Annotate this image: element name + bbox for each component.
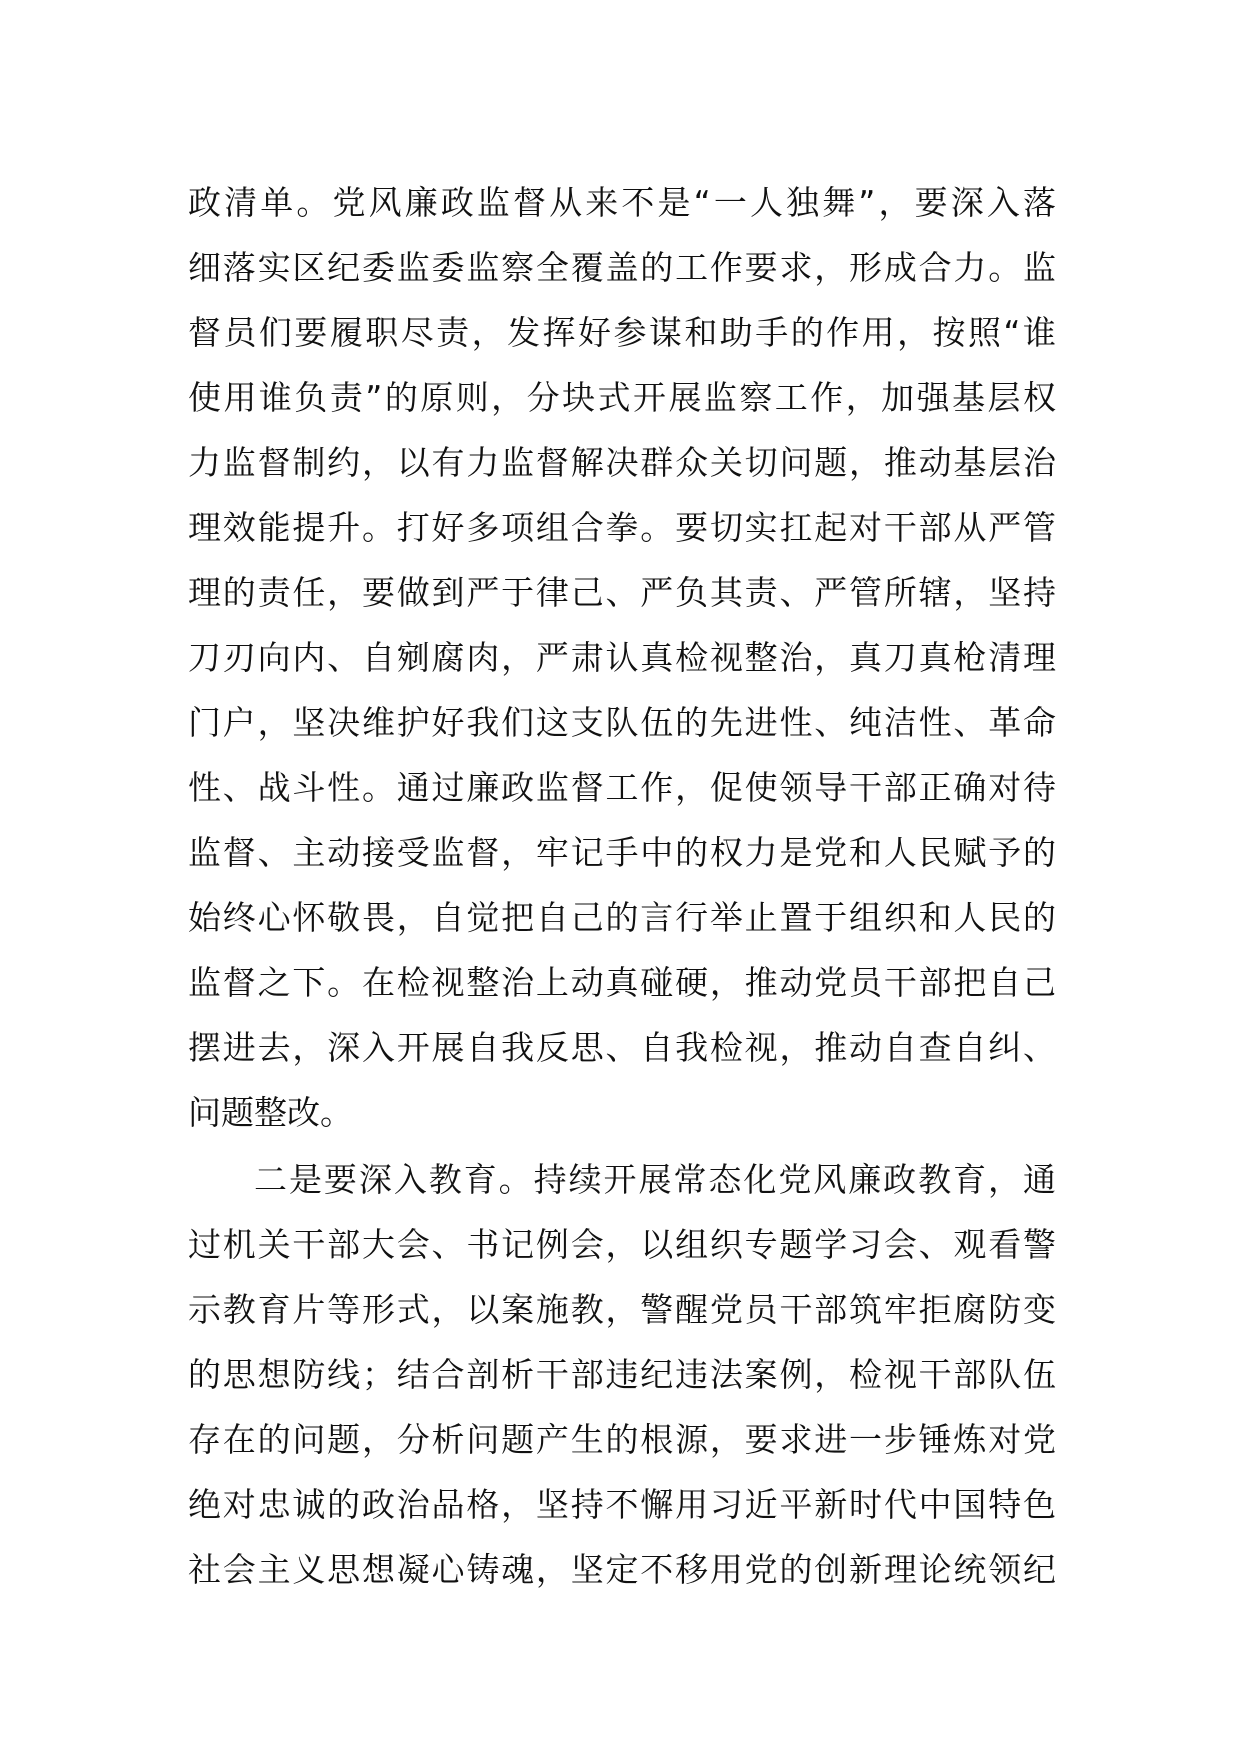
text-line: 示教育片等形式，以案施教，警醒党员干部筑牢拒腐防变 <box>188 1290 1056 1329</box>
paragraph-2 <box>188 1147 1056 1602</box>
text-line: 问题整改。 <box>188 1093 353 1132</box>
text-line: 的思想防线；结合剖析干部违纪违法案例，检视干部队伍 <box>188 1355 1056 1394</box>
text-line: 过机关干部大会、书记例会，以组织专题学习会、观看警 <box>188 1225 1056 1264</box>
text-line: 始终心怀敬畏，自觉把自己的言行举止置于组织和人民的 <box>188 898 1056 937</box>
text-line: 理的责任，要做到严于律己、严负其责、严管所辖，坚持 <box>188 573 1056 612</box>
text-line: 监督、主动接受监督，牢记手中的权力是党和人民赋予的 <box>188 833 1056 872</box>
text-line: 绝对忠诚的政治品格，坚持不懈用习近平新时代中国特色 <box>188 1485 1056 1524</box>
text-line: 门户，坚决维护好我们这支队伍的先进性、纯洁性、革命 <box>188 703 1056 742</box>
body-text <box>188 170 1056 1602</box>
text-line: 存在的问题，分析问题产生的根源，要求进一步锤炼对党 <box>188 1420 1056 1459</box>
text-line: 社会主义思想凝心铸魂，坚定不移用党的创新理论统领纪 <box>188 1550 1056 1589</box>
text-line: 力监督制约，以有力监督解决群众关切问题，推动基层治 <box>188 443 1056 482</box>
text-line: 使用谁负责”的原则，分块式开展监察工作，加强基层权 <box>188 378 1056 417</box>
text-line: 刀刃向内、自剜腐肉，严肃认真检视整治，真刀真枪清理 <box>188 638 1056 677</box>
text-line: 理效能提升。打好多项组合拳。要切实扛起对干部从严管 <box>188 508 1056 547</box>
text-line: 监督之下。在检视整治上动真碰硬，推动党员干部把自己 <box>188 963 1056 1002</box>
text-line: 摆进去，深入开展自我反思、自我检视，推动自查自纠、 <box>188 1028 1056 1067</box>
text-line: 督员们要履职尽责，发挥好参谋和助手的作用，按照“谁 <box>188 313 1056 352</box>
text-line: 细落实区纪委监委监察全覆盖的工作要求，形成合力。监 <box>188 248 1056 287</box>
text-line: 二是要深入教育。持续开展常态化党风廉政教育，通 <box>254 1160 1056 1199</box>
text-line: 性、战斗性。通过廉政监督工作，促使领导干部正确对待 <box>188 768 1056 807</box>
paragraph-1 <box>188 170 1056 1145</box>
text-line: 政清单。党风廉政监督从来不是“一人独舞”，要深入落 <box>188 183 1056 222</box>
